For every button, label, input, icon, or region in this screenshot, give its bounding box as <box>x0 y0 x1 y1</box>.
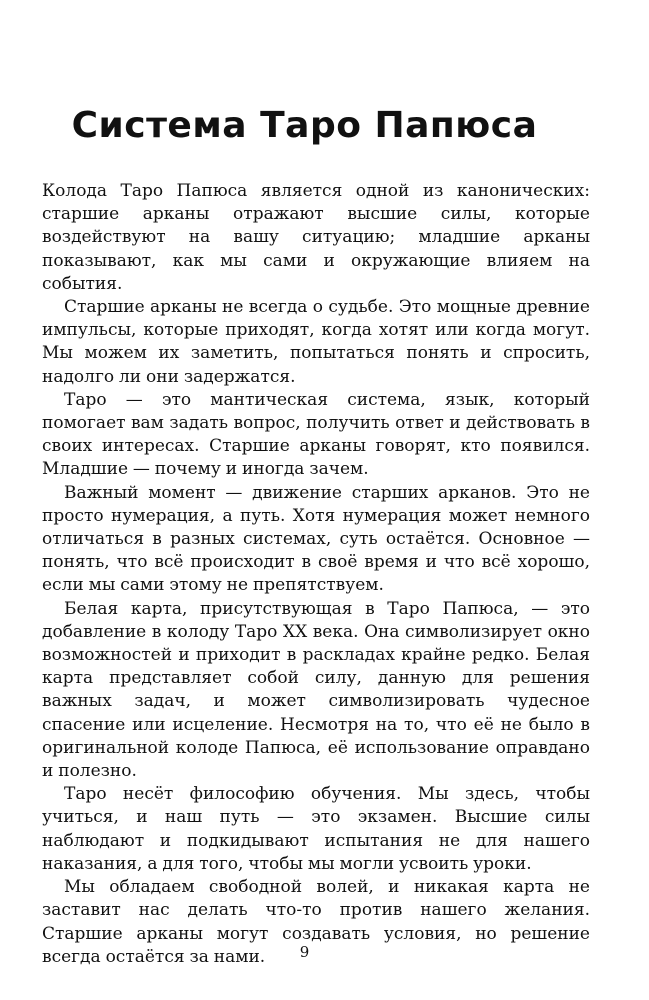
paragraph-5: Белая карта, присутствующая в Таро Папюса, — это добавление в колоду Таро XX века. Она символизирует окно возможностей и приходит в раскладах крайне редко. Белая карта представляет собой силу, данную для решения важных задач, и может символизировать чудесное спасение или исцеление. Несмотря на то, что её не было в оригинальной колоде Папюса, её использование оправдано и полезно. <box>42 598 590 782</box>
page-number: 9 <box>299 943 310 961</box>
chapter-title: Система Таро Папюса <box>71 105 538 146</box>
paragraph-4: Важный момент — движение старших арканов. Это не просто нумерация, а путь. Хотя нумерация может немного отличаться в разных системах, суть остаётся. Основное — понять, что всё происходит в своё время и что всё хорошо, если мы сами этому не препятствуем. <box>42 482 590 596</box>
paragraph-1: Колода Таро Папюса является одной из канонических: старшие арканы отражают высшие силы, которые воздействуют на вашу ситуацию; младшие арканы показывают, как мы сами и окружающие влияем на события. <box>42 181 590 294</box>
paragraph-7: Мы обладаем свободной волей, и никакая карта не заставит нас делать что-то против нашего желания. Старшие арканы могут создавать условия, но решение всегда остаётся за нами. <box>42 877 590 967</box>
paragraph-3: Таро — это мантическая система, язык, который помогает вам задать вопрос, получить ответ и действовать в своих интересах. Старшие арканы говорят, кто появился. Младшие — почему и иногда зачем. <box>42 389 590 480</box>
paragraph-2: Старшие арканы не всегда о судьбе. Это мощные древние импульсы, которые приходят, когда хотят или когда могут. Мы можем их заметить, попытаться понять и спросить, надолго ли они задержатся. <box>42 297 590 387</box>
paragraph-6: Таро несёт философию обучения. Мы здесь, чтобы учиться, и наш путь — это экзамен. Высшие силы наблюдают и подкидывают испытания не для нашего наказания, а для того, чтобы мы могли усвоить уроки. <box>42 784 590 874</box>
body-text <box>42 180 590 969</box>
